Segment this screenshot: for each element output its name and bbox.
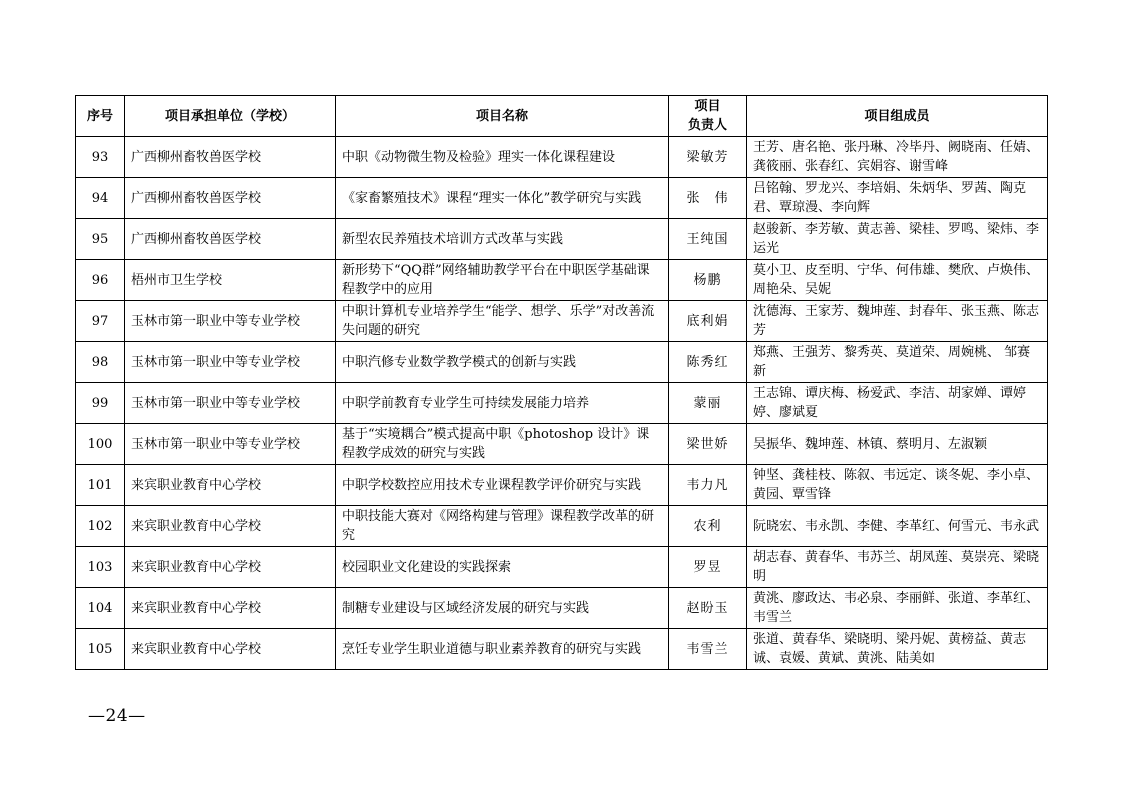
cell-members: 王芳、唐名艳、张丹琳、冷毕丹、阙晓南、任婧、龚筱丽、张春红、宾娟容、谢雪峰 (747, 137, 1048, 178)
cell-leader: 罗昱 (669, 547, 747, 588)
cell-unit: 来宾职业教育中心学校 (125, 465, 336, 506)
table-row (76, 465, 1048, 506)
cell-leader: 蒙丽 (669, 383, 747, 424)
cell-seq: 101 (76, 465, 125, 506)
cell-members: 钟坚、龚桂枝、陈叙、韦远定、谈冬妮、李小卓、黄园、覃雪锋 (747, 465, 1048, 506)
cell-leader: 梁世娇 (669, 424, 747, 465)
cell-seq: 95 (76, 219, 125, 260)
header-members: 项目组成员 (747, 96, 1048, 137)
table-row (76, 629, 1048, 670)
table-row (76, 342, 1048, 383)
cell-seq: 96 (76, 260, 125, 301)
cell-seq: 99 (76, 383, 125, 424)
header-name: 项目名称 (336, 96, 669, 137)
cell-leader: 底利娟 (669, 301, 747, 342)
table-row (76, 506, 1048, 547)
cell-members: 张道、黄春华、梁晓明、梁丹妮、黄榜益、黄志诚、袁媛、黄斌、黄洮、陆美如 (747, 629, 1048, 670)
cell-members: 吕铭翰、罗龙兴、李培娟、朱炳华、罗茜、陶克君、覃琼漫、李向辉 (747, 178, 1048, 219)
cell-unit: 广西柳州畜牧兽医学校 (125, 178, 336, 219)
table-row (76, 301, 1048, 342)
cell-unit: 玉林市第一职业中等专业学校 (125, 383, 336, 424)
cell-unit: 玉林市第一职业中等专业学校 (125, 301, 336, 342)
cell-name: 《家畜繁殖技术》课程“理实一体化”教学研究与实践 (336, 178, 669, 219)
cell-leader: 农利 (669, 506, 747, 547)
cell-unit: 来宾职业教育中心学校 (125, 547, 336, 588)
cell-seq: 94 (76, 178, 125, 219)
table-row (76, 178, 1048, 219)
cell-unit: 梧州市卫生学校 (125, 260, 336, 301)
cell-members: 莫小卫、皮至明、宁华、何伟雄、樊欣、卢焕伟、周艳朵、吴妮 (747, 260, 1048, 301)
cell-name: 新型农民养殖技术培训方式改革与实践 (336, 219, 669, 260)
cell-members: 吴振华、魏坤莲、林镇、蔡明月、左淑颖 (747, 424, 1048, 465)
cell-seq: 93 (76, 137, 125, 178)
cell-name: 中职技能大赛对《网络构建与管理》课程教学改革的研究 (336, 506, 669, 547)
cell-seq: 102 (76, 506, 125, 547)
cell-unit: 来宾职业教育中心学校 (125, 629, 336, 670)
cell-name: 中职计算机专业培养学生“能学、想学、乐学”对改善流失问题的研究 (336, 301, 669, 342)
header-leader-line1: 项目 (694, 99, 721, 114)
cell-unit: 广西柳州畜牧兽医学校 (125, 137, 336, 178)
cell-leader: 梁敏芳 (669, 137, 747, 178)
cell-seq: 104 (76, 588, 125, 629)
header-leader-line2: 负责人 (687, 118, 727, 133)
cell-seq: 98 (76, 342, 125, 383)
cell-seq: 105 (76, 629, 125, 670)
cell-leader: 韦雪兰 (669, 629, 747, 670)
cell-members: 沈德海、王家芳、魏坤莲、封春年、张玉燕、陈志芳 (747, 301, 1048, 342)
cell-seq: 100 (76, 424, 125, 465)
cell-members: 胡志春、黄春华、韦苏兰、胡凤莲、莫崇亮、梁晓明 (747, 547, 1048, 588)
cell-name: 新形势下“QQ群”网络辅助教学平台在中职医学基础课程教学中的应用 (336, 260, 669, 301)
cell-name: 校园职业文化建设的实践探索 (336, 547, 669, 588)
table-row (76, 137, 1048, 178)
cell-members: 王志锦、谭庆梅、杨爱武、李洁、胡家婵、谭婷婷、廖斌夏 (747, 383, 1048, 424)
cell-leader: 王纯国 (669, 219, 747, 260)
cell-unit: 来宾职业教育中心学校 (125, 506, 336, 547)
table-row (76, 424, 1048, 465)
header-leader (669, 96, 747, 137)
cell-name: 中职《动物微生物及检验》理实一体化课程建设 (336, 137, 669, 178)
cell-name: 中职学校数控应用技术专业课程教学评价研究与实践 (336, 465, 669, 506)
cell-members: 郑燕、王强芳、黎秀英、莫道荣、周婉桃、 邹赛新 (747, 342, 1048, 383)
cell-leader: 杨鹏 (669, 260, 747, 301)
cell-leader: 韦力凡 (669, 465, 747, 506)
cell-name: 基于“实境耦合”模式提高中职《photoshop 设计》课程教学成效的研究与实践 (336, 424, 669, 465)
cell-members: 赵骏新、李芳敏、黄志善、梁桂、罗鸣、梁炜、李运光 (747, 219, 1048, 260)
table-header-row (76, 96, 1048, 137)
cell-name: 中职汽修专业数学教学模式的创新与实践 (336, 342, 669, 383)
cell-unit: 玉林市第一职业中等专业学校 (125, 424, 336, 465)
page-number: —24— (88, 706, 146, 726)
table-row (76, 383, 1048, 424)
cell-name: 烹饪专业学生职业道德与职业素养教育的研究与实践 (336, 629, 669, 670)
project-table (75, 95, 1048, 670)
table-row (76, 588, 1048, 629)
cell-leader: 陈秀红 (669, 342, 747, 383)
cell-leader: 张 伟 (669, 178, 747, 219)
cell-name: 中职学前教育专业学生可持续发展能力培养 (336, 383, 669, 424)
cell-members: 黄洮、廖政达、韦必泉、李丽鲜、张道、李革红、韦雪兰 (747, 588, 1048, 629)
cell-name: 制糖专业建设与区域经济发展的研究与实践 (336, 588, 669, 629)
cell-unit: 来宾职业教育中心学校 (125, 588, 336, 629)
cell-members: 阮晓宏、韦永凯、李健、李革红、何雪元、韦永武 (747, 506, 1048, 547)
table-row (76, 547, 1048, 588)
cell-seq: 97 (76, 301, 125, 342)
cell-unit: 玉林市第一职业中等专业学校 (125, 342, 336, 383)
table-row (76, 219, 1048, 260)
header-seq: 序号 (76, 96, 125, 137)
table-row (76, 260, 1048, 301)
cell-seq: 103 (76, 547, 125, 588)
header-unit: 项目承担单位（学校） (125, 96, 336, 137)
cell-leader: 赵盼玉 (669, 588, 747, 629)
cell-unit: 广西柳州畜牧兽医学校 (125, 219, 336, 260)
